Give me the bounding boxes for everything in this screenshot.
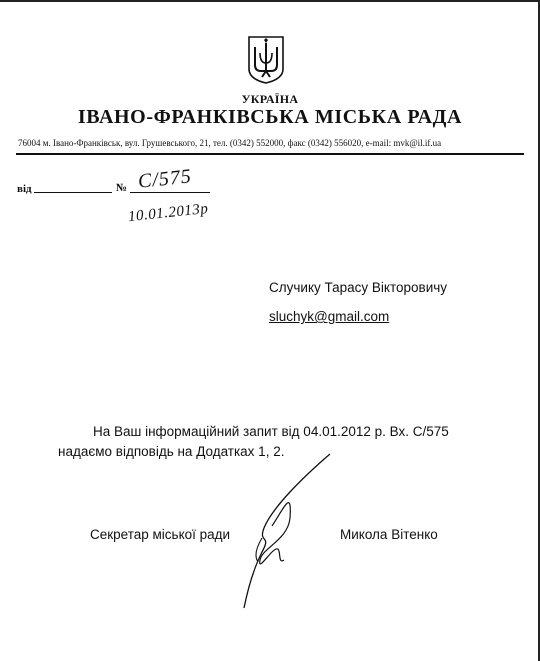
signatory-name: Микола Вітенко — [340, 527, 438, 542]
signer-position: Секретар міської ради — [90, 527, 231, 542]
number-label: № — [116, 182, 128, 194]
coat-of-arms-icon — [247, 35, 285, 85]
header-divider — [16, 153, 524, 155]
recipient-email: sluchyk@gmail.com — [269, 309, 390, 324]
signature-icon — [232, 448, 342, 613]
council-name: ІВАНО-ФРАНКІВСЬКА МІСЬКА РАДА — [77, 106, 463, 128]
date-label: від — [17, 183, 32, 195]
recipient-name: Случику Тарасу Вікторовичу — [269, 280, 448, 295]
date-blank-line — [34, 192, 112, 193]
top-border — [0, 0, 540, 2]
letter-body: На Ваш інформаційний запит від 04.01.2012 р. Вх. С/575 надаємо відповідь на Додатках 1, 2. — [58, 424, 449, 459]
handwritten-number: С/575 — [136, 165, 193, 193]
country-name: УКРАЇНА — [241, 92, 299, 106]
handwritten-date: 10.01.2013р — [127, 200, 210, 226]
council-address: 76004 м. Івано-Франківськ, вул. Грушевського, 21, тел. (0342) 552000, факс (0342) 556020, e-mail: mvk@il.if.ua — [18, 138, 442, 148]
